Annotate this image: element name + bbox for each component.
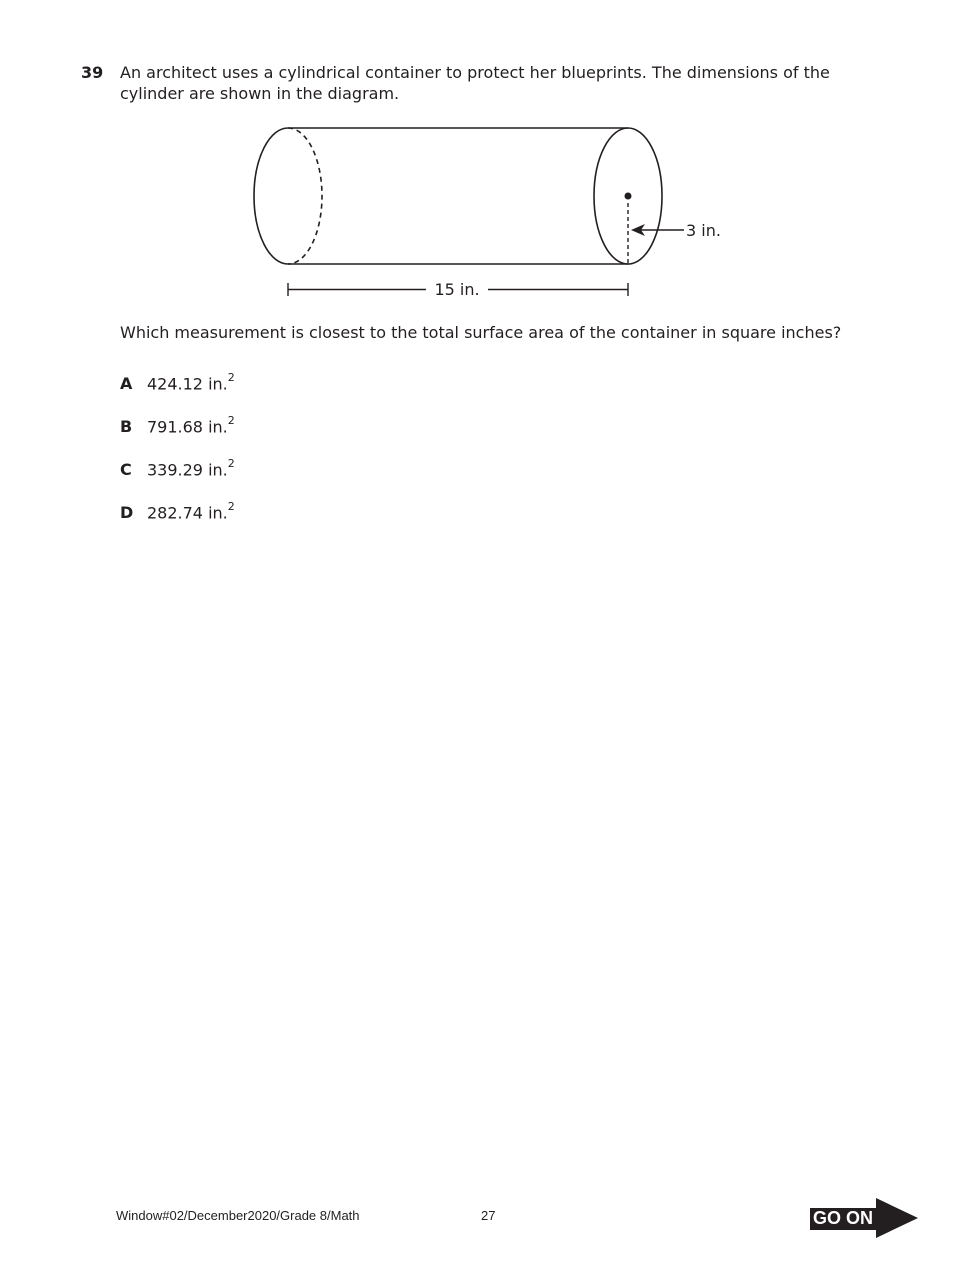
answer-choice-d[interactable]: [120, 498, 235, 523]
center-point: [625, 193, 632, 200]
question-stem-line-2: cylinder are shown in the diagram.: [120, 84, 400, 103]
choice-letter: B: [120, 417, 133, 437]
footer-page-number: 27: [481, 1208, 496, 1223]
footer-form-id: Window#02/December2020/Grade 8/Math: [116, 1208, 360, 1223]
question-stem-line-1: An architect uses a cylindrical container to protect her blueprints. The dimensions of the: [120, 63, 830, 82]
cylinder-left-end-hidden: [288, 128, 322, 264]
choice-exponent: 2: [227, 414, 235, 427]
cylinder-left-end-front: [254, 128, 288, 264]
choice-exponent: 2: [227, 371, 235, 384]
choice-value: 282.74 in.: [147, 503, 228, 523]
go-on-label: GO ON: [813, 1208, 874, 1228]
answer-choice-b[interactable]: [120, 412, 235, 437]
go-on-indicator: [808, 1198, 920, 1238]
radius-label: 3 in.: [686, 221, 721, 240]
length-label: 15 in.: [434, 280, 480, 299]
choice-letter: A: [120, 374, 133, 394]
choice-exponent: 2: [227, 457, 235, 470]
choice-letter: C: [120, 460, 132, 480]
answer-choice-a[interactable]: [120, 369, 235, 394]
question-stem: [120, 62, 880, 104]
question-prompt: Which measurement is closest to the total surface area of the container in square inches?: [120, 323, 842, 342]
cylinder-diagram: [240, 115, 740, 310]
choice-letter: D: [120, 503, 134, 523]
answer-choice-c[interactable]: [120, 455, 235, 480]
choice-value: 791.68 in.: [147, 417, 228, 437]
question-number: 39: [81, 63, 104, 82]
choice-exponent: 2: [227, 500, 235, 513]
choice-value: 339.29 in.: [147, 460, 228, 480]
choice-value: 424.12 in.: [147, 374, 228, 394]
